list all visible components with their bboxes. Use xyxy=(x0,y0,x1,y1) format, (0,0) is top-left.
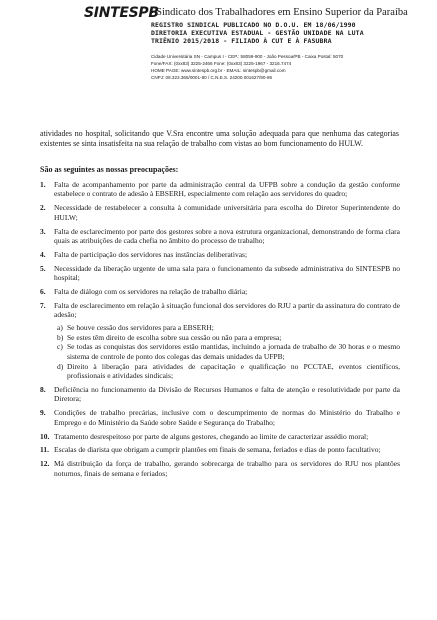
list-item xyxy=(40,445,400,454)
address-line: CNPJ: 08.323.365/0001-80 / C.N.E.S. 24200.001627/90-86 xyxy=(151,74,273,80)
sub-item-letter: b) xyxy=(57,332,64,342)
address-line: Cidade Universitária SN - Campus I - CEP.: 58059-900 - João Pessoa/PB - Caixa Postal: 5070 xyxy=(151,54,344,59)
address-line: Fone/FAX: (0xx83) 3225-2466 Fone: (0xx83) 3225-1967 - 3216.7474 xyxy=(151,60,292,66)
item-number: 4. xyxy=(40,249,46,259)
list-item xyxy=(40,301,400,380)
item-text: Falta de esclarecimento por parte dos gestores sobre a nova estrutura organizacional, demonstrando de forma clara quais as atribuições de cada chefia no âmbito do processo de trabalho; xyxy=(54,226,400,245)
item-number: 12. xyxy=(40,459,50,469)
item-text: Condições de trabalho precárias, inclusive com o descumprimento de normas do Ministério do Trabalho e Emprego e do Ministério da Saúde sobre Saúde e Segurança do Trabalho; xyxy=(54,408,400,427)
registration-block xyxy=(151,22,364,45)
address-block xyxy=(151,54,343,82)
list-item xyxy=(40,203,400,222)
item-text: Falta de participação dos servidores nas instâncias deliberativas; xyxy=(54,249,248,259)
section-title: São as seguintes as nossas preocupações: xyxy=(40,165,179,174)
letterhead xyxy=(40,0,408,112)
item-text: Necessidade de restabelecer a consulta à comunidade universitária para escolha do Diretor Superintendente do HULW; xyxy=(54,203,400,222)
sub-item-text: Se houve cessão dos servidores para a EBSERH; xyxy=(67,322,214,332)
sub-item-text: Se todas as conquistas dos servidores estão mantidas, incluindo a jornada de trabalho de 30 horas e o mesmo sistema de controle de ponto dos colegas das demais unidades da UFPB; xyxy=(67,342,400,361)
sub-item-text: Direito à liberação para atividades de capacitação e qualificação no PCCTAE, eventos científicos, profissionais e atividades sindicais; xyxy=(67,361,400,380)
list-item xyxy=(40,408,400,427)
item-text: Falta de esclarecimento em relação à situação funcional dos servidores do RJU a partir da assinatura do contrato de adesão; xyxy=(54,301,400,320)
item-text: Necessidade da liberação urgente de uma sala para o funcionamento da subsede administrativa do SINTESPB no hospital; xyxy=(54,263,400,283)
sub-item-letter: d) xyxy=(57,361,64,371)
sub-item-letter: c) xyxy=(57,342,63,352)
item-number: 1. xyxy=(40,180,46,189)
sub-item-letter: a) xyxy=(57,322,63,332)
item-number: 11. xyxy=(40,445,49,455)
list-item xyxy=(40,250,400,259)
item-number: 9. xyxy=(40,408,46,418)
sub-item xyxy=(54,323,400,332)
item-number: 6. xyxy=(40,287,46,297)
item-text: Escalas de diarista que obrigam a cumprir plantões em finais de semana, feriados e dias de ponto facultativo; xyxy=(54,445,381,455)
item-text: Falta de diálogo com os servidores na relação de trabalho diária; xyxy=(54,287,248,297)
sub-item xyxy=(54,362,400,381)
item-number: 3. xyxy=(40,226,46,236)
item-number: 7. xyxy=(40,301,46,311)
list-item xyxy=(40,264,400,283)
item-number: 10. xyxy=(40,431,50,441)
item-number: 5. xyxy=(40,263,46,273)
item-text: Tratamento desrespeitoso por parte de alguns gestores, chegando ao limite de caracterizar assédio moral; xyxy=(54,431,369,441)
logo-text: SINTESPB xyxy=(84,5,159,21)
sub-item xyxy=(54,333,400,342)
list-item xyxy=(40,432,400,441)
sub-item-text: Se estes têm direito de escolha sobre sua cessão ou não para a empresa; xyxy=(67,332,282,342)
registration-line: DIRETORIA EXECUTIVA ESTADUAL - GESTÃO UNIDADE NA LUTA xyxy=(151,28,364,37)
list-item xyxy=(40,180,400,199)
concerns-list xyxy=(40,180,400,483)
list-item xyxy=(40,227,400,246)
list-item xyxy=(40,459,400,478)
sintespb-logo xyxy=(84,5,159,21)
list-item xyxy=(40,287,400,296)
sub-item xyxy=(54,342,400,361)
registration-line: TRIÊNIO 2015/2018 - FILIADO À CUT E À FASUBRA xyxy=(151,36,332,45)
item-number: 8. xyxy=(40,384,46,394)
item-text: Má distribuição da força de trabalho, gerando sobrecarga de trabalho para os servidores do RJU nos plantões noturnos, finais de semana e feriados; xyxy=(54,459,400,478)
list-item xyxy=(40,385,400,404)
address-line: HOME PAGE: www.sintespb.org.br - EMAIL: sintespb@gmail.com xyxy=(151,67,286,73)
organization-title: - Sindicato dos Trabalhadores em Ensino Superior da Paraíba xyxy=(150,7,408,18)
sub-list xyxy=(54,323,400,381)
registration-line: REGISTRO SINDICAL PUBLICADO NO D.O.U. EM 18/06/1990 xyxy=(151,21,356,29)
item-number: 2. xyxy=(40,203,46,213)
intro-paragraph: atividades no hospital, solicitando que V.Sra encontre uma solução adequada para que nenhuma das categorias existentes se sinta insatisfeita na sua relação de trabalho com vistas ao bom funcionamento do HULW. xyxy=(40,128,399,149)
item-text: Deficiência no funcionamento da Divisão de Recursos Humanos e falta de atenção e resolutividade por parte da Diretora; xyxy=(54,384,400,404)
item-text: Falta de acompanhamento por parte da administração central da UFPB sobre a condução da gestão conforme estabelece o contrato de adesão à EBSERH, especialmente com relação aos servidores do quadro; xyxy=(54,180,400,199)
